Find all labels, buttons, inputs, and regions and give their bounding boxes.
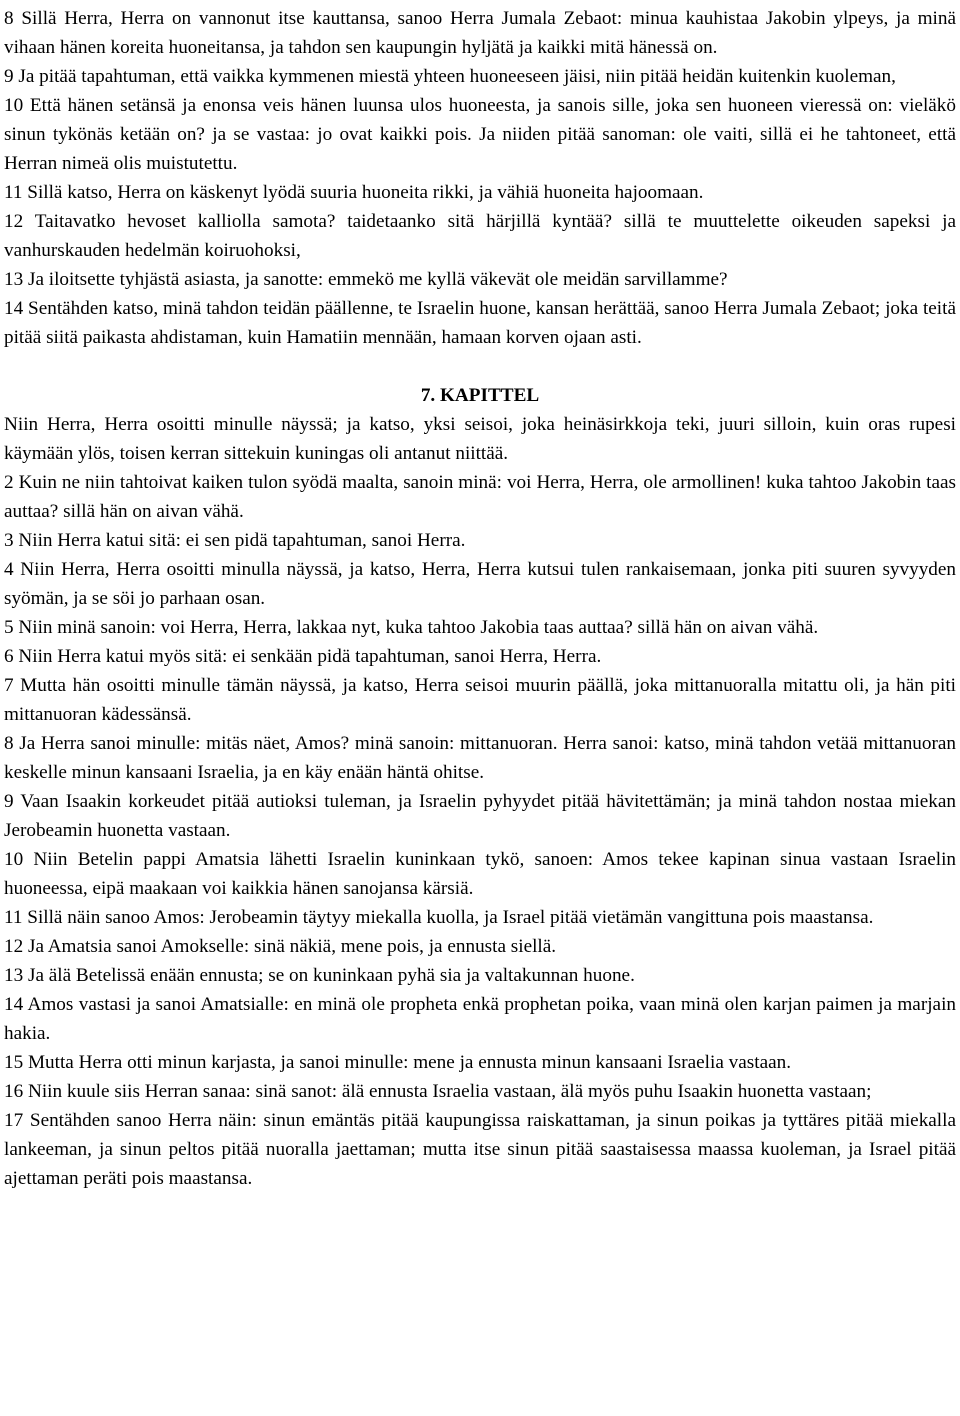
verse: 9 Vaan Isaakin korkeudet pitää autioksi tuleman, ja Israelin pyhyydet pitää hävitettämän; ja minä tahdon nostaa miekan Jerobeamin huonetta vastaan.	[4, 791, 956, 841]
verse: 8 Sillä Herra, Herra on vannonut itse kauttansa, sanoo Herra Jumala Zebaot: minua kauhistaa Jakobin ylpeys, ja minä vihaan hänen koreita huoneitansa, ja tahdon sen kaupungin hyljätä ja kaikki mitä hänessä on.	[4, 8, 956, 58]
section-amos-7	[4, 410, 956, 1193]
verse: 15 Mutta Herra otti minun karjasta, ja sanoi minulle: mene ja ennusta minun kansaani Israelia vastaan.	[4, 1052, 791, 1073]
verse: 17 Sentähden sanoo Herra näin: sinun emäntäs pitää kaupungissa raiskattaman, ja sinun poikas ja tyttäres pitää miekalla lankeeman, ja sinun peltos pitää nuoralla jaettaman; mutta itse sinun pitää saastaisessa maassa kuoleman, ja Israel pitää ajettaman peräti pois maastansa.	[4, 1110, 956, 1189]
verse: 11 Sillä katso, Herra on käskenyt lyödä suuria huoneita rikki, ja vähiä huoneita hajoomaan.	[4, 182, 704, 203]
verse: 4 Niin Herra, Herra osoitti minulla näyssä, ja katso, Herra, Herra kutsui tulen rankaisemaan, jonka piti suuren syvyyden syömän, ja se söi jo parhaan osan.	[4, 559, 956, 609]
verse: 13 Ja iloitsette tyhjästä asiasta, ja sanotte: emmekö me kyllä väkevät ole meidän sarvillamme?	[4, 269, 728, 290]
verse: 12 Ja Amatsia sanoi Amokselle: sinä näkiä, mene pois, ja ennusta siellä.	[4, 936, 557, 957]
verse: 7 Mutta hän osoitti minulle tämän näyssä, ja katso, Herra seisoi muurin päällä, joka mittanuoralla mitattu oli, ja hän piti mittanuoran kädessänsä.	[4, 675, 956, 725]
verse: 6 Niin Herra katui myös sitä: ei senkään pidä tapahtuman, sanoi Herra, Herra.	[4, 646, 602, 667]
verse: 2 Kuin ne niin tahtoivat kaiken tulon syödä maalta, sanoin minä: voi Herra, Herra, ole armollinen! kuka tahtoo Jakobin taas auttaa? sillä hän on aivan vähä.	[4, 472, 956, 522]
verse: 14 Amos vastasi ja sanoi Amatsialle: en minä ole propheta enkä prophetan poika, vaan minä olen karjan paimen ja marjain hakia.	[4, 994, 956, 1044]
verse: 10 Niin Betelin pappi Amatsia lähetti Israelin kuninkaan tykö, sanoen: Amos tekee kapinan sinua vastaan Israelin huoneessa, eipä maakaan voi kaikkia hänen sanojansa kärsiä.	[4, 849, 956, 899]
verse: 9 Ja pitää tapahtuman, että vaikka kymmenen miestä yhteen huoneeseen jäisi, niin pitää heidän kuitenkin kuoleman,	[4, 66, 896, 87]
section-spacer	[4, 352, 956, 381]
verse: 16 Niin kuule siis Herran sanaa: sinä sanot: älä ennusta Israelia vastaan, älä myös puhu Isaakin huonetta vastaan;	[4, 1081, 872, 1102]
verse: 3 Niin Herra katui sitä: ei sen pidä tapahtuman, sanoi Herra.	[4, 530, 466, 551]
chapter-title: 7. KAPITTEL	[420, 385, 540, 406]
verse: 13 Ja älä Betelissä enään ennusta; se on kuninkaan pyhä sia ja valtakunnan huone.	[4, 965, 635, 986]
verse: 8 Ja Herra sanoi minulle: mitäs näet, Amos? minä sanoin: mittanuoran. Herra sanoi: katso, minä tahdon vetää mittanuoran keskelle minun kansaani Israelia, ja en käy enään häntä ohitse.	[4, 733, 956, 783]
verse: 11 Sillä näin sanoo Amos: Jerobeamin täytyy miekalla kuolla, ja Israel pitää vietämän vangittuna pois maastansa.	[4, 907, 874, 928]
section-amos-6	[4, 4, 956, 352]
verse: 10 Että hänen setänsä ja enonsa veis hänen luunsa ulos huoneesta, ja sanois sille, joka sen huoneen vieressä on: vieläkö sinun tykönäs ketään on? ja se vastaa: jo ovat kaikki pois. Ja niiden pitää sanoman: ole vaiti, sillä ei he tahtoneet, että Herran nimeä olis muistutettu.	[4, 95, 956, 174]
verse: 5 Niin minä sanoin: voi Herra, Herra, lakkaa nyt, kuka tahtoo Jakobia taas auttaa? sillä hän on aivan vähä.	[4, 617, 819, 638]
verse: Niin Herra, Herra osoitti minulle näyssä; ja katso, yksi seisoi, joka heinäsirkkoja teki, juuri silloin, kuin oras rupesi käymään ylös, toisen kerran sittekuin kuningas oli antanut niittää.	[4, 414, 956, 464]
verse: 12 Taitavatko hevoset kalliolla samota? taidetaanko sitä härjillä kyntää? sillä te muuttelette oikeuden sapeksi ja vanhurskauden hedelmän koiruohoksi,	[4, 211, 956, 261]
verse: 14 Sentähden katso, minä tahdon teidän päällenne, te Israelin huone, kansan herättää, sanoo Herra Jumala Zebaot; joka teitä pitää siitä paikasta ahdistaman, kuin Hamatiin mennään, hamaan korven ojaan asti.	[4, 298, 956, 348]
